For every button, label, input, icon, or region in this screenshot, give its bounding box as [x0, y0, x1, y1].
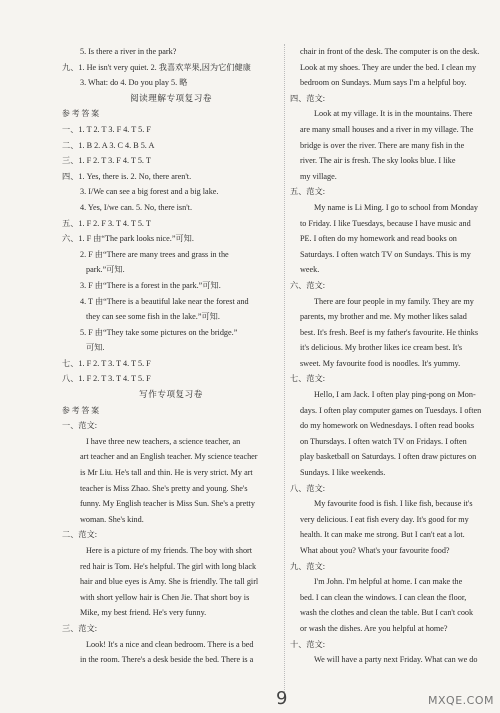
text-line: 一、范文: — [62, 421, 98, 431]
text-line: very delicious. I eat fish every day. It's good for my — [300, 514, 469, 524]
text-line: My name is Li Ming. I go to school from Monday — [314, 202, 478, 212]
text-line: art teacher and an English teacher. My science teacher — [80, 452, 258, 462]
text-line: teacher is Miss Zhao. She's pretty and young. She's — [80, 483, 248, 493]
text-line: We will have a party next Friday. What can we do — [314, 655, 478, 665]
text-line: bedroom on Sundays. Mum says I'm a helpful boy. — [300, 78, 467, 88]
text-line: 4. Yes, I/we can. 5. No, there isn't. — [80, 202, 192, 212]
text-line: 四、范文: — [290, 93, 326, 103]
section-title: 写作专项复习卷 — [139, 389, 203, 400]
text-line: health. It can make me strong. But I can't eat a lot. — [300, 530, 465, 540]
text-line: play basketball on Saturdays. I often draw pictures on — [300, 452, 477, 462]
text-line: Sundays. I like weekends. — [300, 468, 386, 478]
text-line: 七、范文: — [290, 374, 326, 384]
text-line: Mike, my best friend. He's very funny. — [80, 608, 207, 618]
text-line: 六、1. F 由“The park looks nice.”可知. — [62, 234, 194, 244]
text-line: in the room. There's a desk beside the bed. There is a — [80, 655, 254, 665]
text-line: 4. T 由“There is a beautiful lake near the forest and — [80, 296, 249, 306]
text-line: 2. F 由“There are many trees and grass in the — [80, 249, 229, 259]
text-line: or wash the dishes. Are you helpful at home? — [300, 623, 448, 633]
text-line: I'm John. I'm helpful at home. I can make the — [314, 577, 463, 587]
text-line: bridge is over the river. There are many fish in the — [300, 140, 465, 150]
text-line: hair and blue eyes is Amy. She is friendly. The tall girl — [80, 577, 259, 587]
text-line: There are four people in my family. They are my — [314, 296, 474, 306]
text-line: with short yellow hair is Chen Jie. That short boy is — [80, 592, 250, 602]
text-line: 九、范文: — [290, 561, 326, 571]
text-line: chair in front of the desk. The computer is on the desk. — [300, 47, 480, 56]
section-title: 阅读理解专项复习卷 — [130, 92, 212, 103]
text-line: 八、1. F 2. T 3. T 4. T 5. F — [62, 374, 151, 384]
text-line: 二、范文: — [62, 530, 98, 540]
text-line: week. — [300, 265, 320, 275]
text-line: on Thursdays. I often watch TV on Fridays. I often — [300, 436, 467, 446]
text-line: 九、1. He isn't very quiet. 2. 我喜欢苹果,因为它们健康 — [62, 62, 251, 72]
text-line: days. I often play computer games on Tuesdays. I often — [300, 405, 482, 415]
text-line: are many small houses and a river in my village. The — [300, 124, 474, 134]
text-line: it's delicious. My brother likes ice cream best. It's — [300, 343, 463, 353]
text-line: 3. I/We can see a big forest and a big lake. — [80, 187, 219, 197]
text-line: 三、范文: — [62, 623, 98, 633]
text-line: 三、1. F 2. T 3. F 4. T 5. T — [62, 156, 151, 166]
column-divider — [284, 44, 285, 694]
text-line: 5. F 由“They take some pictures on the bridge.” — [80, 327, 238, 337]
text-line: do my homework on Wednesdays. I often read books — [300, 421, 475, 431]
text-line: park.”可知. — [86, 265, 125, 275]
watermark-logo: MXQE.COM — [428, 694, 494, 707]
left-column — [62, 44, 280, 668]
text-line: 七、1. F 2. T 3. T 4. T 5. F — [62, 358, 151, 368]
text-line: is Mr Liu. He's tall and thin. He is very strict. My art — [80, 468, 253, 478]
text-line: woman. She's kind. — [80, 514, 144, 524]
text-line: 3. F 由“There is a forest in the park.”可知. — [80, 280, 221, 290]
text-line: Here is a picture of my friends. The boy with short — [86, 546, 253, 555]
text-line: 四、1. Yes, there is. 2. No, there aren't. — [62, 171, 192, 181]
right-column — [290, 44, 498, 668]
text-line: PE. I often do my homework and read books on — [300, 234, 457, 244]
text-line: sweet. My favourite food is noodles. It's yummy. — [300, 358, 461, 368]
text-line: wash the clothes and clean the table. But I can't cook — [300, 608, 474, 618]
text-line: Look at my shoes. They are under the bed. I clean my — [300, 62, 477, 72]
text-line: best. It's fresh. Beef is my father's favourite. He thinks — [300, 327, 479, 337]
text-line: river. The air is fresh. The sky looks blue. I like — [300, 156, 456, 166]
text-line: 十、范文: — [290, 639, 326, 649]
answer-heading: 参 考 答 案 — [62, 109, 100, 119]
text-line: they can see some fish in the lake.”可知. — [86, 312, 220, 322]
text-line: 五、1. F 2. F 3. T 4. T 5. T — [62, 218, 151, 228]
text-line: 六、范文: — [290, 280, 326, 290]
answer-heading: 参 考 答 案 — [62, 405, 100, 415]
text-line: 八、范文: — [290, 483, 326, 493]
text-line: Saturdays. I often watch TV on Sundays. This is my — [300, 249, 471, 259]
text-line: 3. What: do 4. Do you play 5. 略 — [80, 78, 188, 88]
text-line: to Friday. I like Tuesdays, because I have music and — [300, 218, 471, 228]
text-line: my village. — [300, 171, 337, 181]
text-line: red hair is Tom. He's helpful. The girl with long black — [80, 561, 257, 571]
text-line: What about you? What's your favourite food? — [300, 546, 450, 555]
page-number: 9 — [276, 688, 288, 709]
text-line: My favourite food is fish. I like fish, because it's — [314, 499, 473, 509]
text-line: 一、1. T 2. T 3. F 4. T 5. F — [62, 124, 151, 134]
text-line: 二、1. B 2. A 3. C 4. B 5. A — [62, 140, 155, 150]
text-line: Hello, I am Jack. I often play ping-pong on Mon- — [314, 390, 476, 400]
text-line: bed. I can clean the windows. I can clean the floor, — [300, 592, 467, 602]
text-line: I have three new teachers, a science teacher, an — [86, 436, 241, 446]
text-line: 五、范文: — [290, 187, 326, 197]
text-line: Look at my village. It is in the mountains. There — [314, 109, 473, 119]
text-line: funny. My English teacher is Miss Sun. She's a pretty — [80, 499, 255, 509]
text-line: parents, my brother and me. My mother likes salad — [300, 312, 467, 322]
text-line: Look! It's a nice and clean bedroom. There is a bed — [86, 639, 254, 649]
text-line: 可知. — [86, 343, 105, 353]
text-line: 5. Is there a river in the park? — [80, 47, 177, 56]
